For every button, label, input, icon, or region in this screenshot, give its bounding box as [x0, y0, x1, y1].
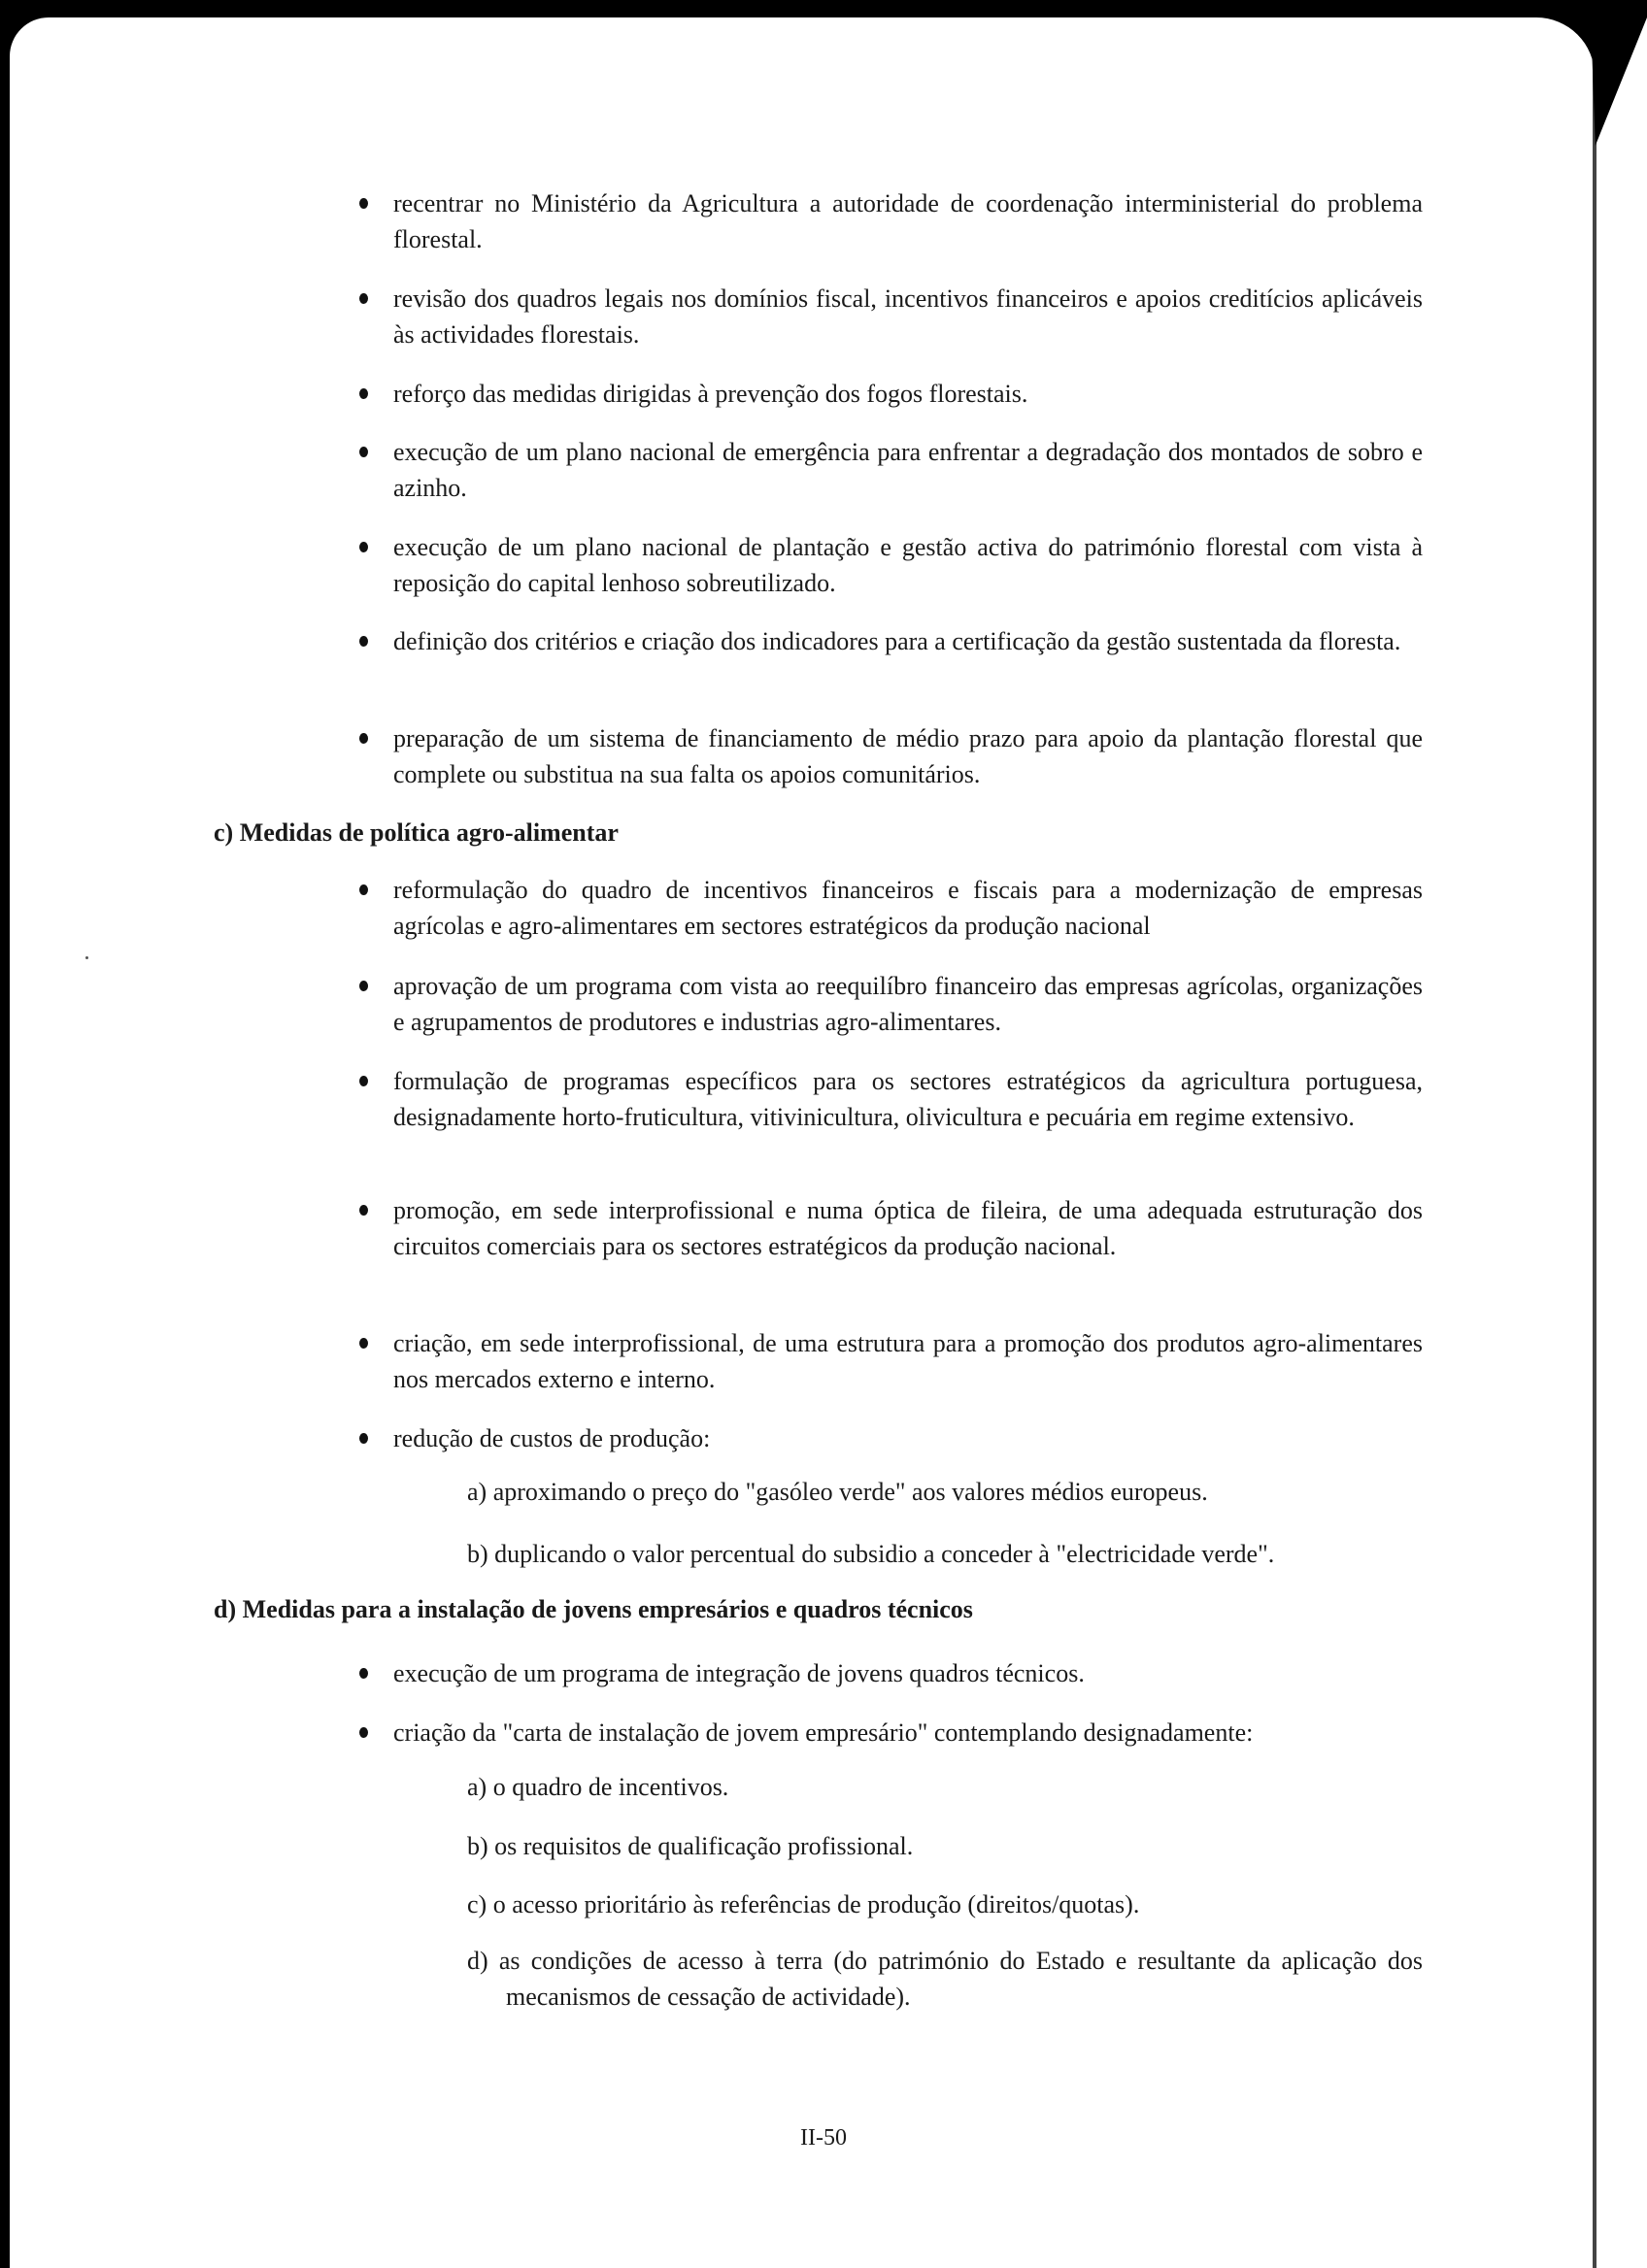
page-margin: [1595, 0, 1647, 2268]
sub-item: d) as condições de acesso à terra (do património do Estado e resultante da aplicação dos mecanismos de cessação de actividade).: [467, 1947, 1423, 2011]
section-heading-c: c) Medidas de política agro-alimentar: [214, 818, 619, 847]
list-item: redução de custos de produção:: [393, 1420, 1423, 1456]
sub-item: a) o quadro de incentivos.: [467, 1773, 729, 1801]
section-heading-d: d) Medidas para a instalação de jovens empresários e quadros técnicos: [214, 1595, 973, 1623]
list-item: criação, em sede interprofissional, de uma estrutura para a promoção dos produtos agro-alimentares nos mercados externo e interno.: [393, 1325, 1423, 1397]
list-item: reforço das medidas dirigidas à prevenção dos fogos florestais.: [393, 376, 1423, 412]
list-item: revisão dos quadros legais nos domínios fiscal, incentivos financeiros e apoios creditícios aplicáveis às actividades florestais.: [393, 281, 1423, 352]
sub-item: b) os requisitos de qualificação profissional.: [467, 1832, 914, 1860]
list-item: promoção, em sede interprofissional e numa óptica de fileira, de uma adequada estruturação dos circuitos comerciais para os sectores estratégicos da produção nacional.: [393, 1192, 1423, 1264]
sub-item: a) aproximando o preço do "gasóleo verde" aos valores médios europeus.: [467, 1478, 1208, 1506]
scan-edge: [1593, 58, 1597, 2268]
page-number: II-50: [800, 2125, 847, 2151]
list-item: preparação de um sistema de financiamento de médio prazo para apoio da plantação florestal que complete ou substitua na sua falta os apoios comunitários.: [393, 720, 1423, 792]
list-item: execução de um plano nacional de plantação e gestão activa do património florestal com vista à reposição do capital lenhoso sobreutilizado.: [393, 529, 1423, 601]
list-item: execução de um plano nacional de emergência para enfrentar a degradação dos montados de sobro e azinho.: [393, 434, 1423, 506]
list-item: definição dos critérios e criação dos indicadores para a certificação da gestão sustentada da floresta.: [393, 623, 1423, 659]
list-item: formulação de programas específicos para os sectores estratégicos da agricultura portuguesa, designadamente horto-fruticultura, vitivinicultura, olivicultura e pecuária em regime extensivo.: [393, 1063, 1423, 1135]
sub-item: c) o acesso prioritário às referências de produção (direitos/quotas).: [467, 1890, 1140, 1918]
list-item: recentrar no Ministério da Agricultura a autoridade de coordenação interministerial do problema florestal.: [393, 185, 1423, 257]
sub-item: b) duplicando o valor percentual do subsidio a conceder à "electricidade verde".: [467, 1540, 1275, 1568]
scan-speck: [85, 956, 88, 959]
list-item: aprovação de um programa com vista ao reequilíbro financeiro das empresas agrícolas, organizações e agrupamentos de produtores e industrias agro-alimentares.: [393, 968, 1423, 1040]
list-item: criação da "carta de instalação de jovem empresário" contemplando designadamente:: [393, 1715, 1423, 1751]
list-item: execução de um programa de integração de jovens quadros técnicos.: [393, 1655, 1423, 1691]
list-item: reformulação do quadro de incentivos financeiros e fiscais para a modernização de empresas agrícolas e agro-alimentares em sectores estratégicos da produção nacional: [393, 872, 1423, 944]
scanned-page: [10, 17, 1595, 2268]
